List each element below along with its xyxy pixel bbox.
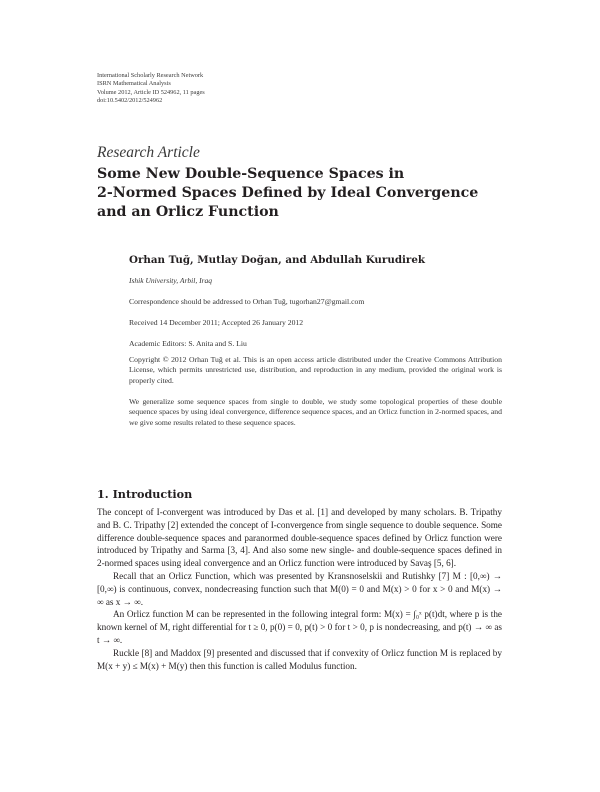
dates: Received 14 December 2011; Accepted 26 January 2012 bbox=[129, 318, 304, 327]
journal-doi[interactable]: doi:10.5402/2012/524962 bbox=[97, 97, 163, 105]
copyright-notice: Copyright © 2012 Orhan Tuğ et al. This is an open access article distributed under the Creative Commons Attribution License, which permits unrestricted use, distribution, and reproduction in any medium, provided the original work is properly cited. bbox=[129, 355, 502, 385]
article-title bbox=[97, 165, 517, 221]
journal-name: International Scholarly Research Network bbox=[97, 72, 204, 79]
paragraph: An Orlicz function M can be represented in the following integral form: M(x) = ∫₀ˣ p(t)dt, where p is the known kernel of M, right differential for t ≥ 0, p(0) = 0, p(t) > 0 for t > 0, p is nondecreasing, and p(t) → ∞ as t → ∞. bbox=[97, 609, 502, 645]
title-line: 2-Normed Spaces Defined by Ideal Convergence bbox=[97, 184, 479, 201]
title-line: and an Orlicz Function bbox=[97, 203, 279, 220]
correspondence: Correspondence should be addressed to Orhan Tuğ, tugorhan27@gmail.com bbox=[129, 297, 365, 306]
section-heading: 1. Introduction bbox=[97, 487, 193, 501]
title-line: Some New Double-Sequence Spaces in bbox=[97, 166, 405, 182]
journal-volume: Volume 2012, Article ID 524962, 11 pages bbox=[97, 88, 205, 96]
authors: Orhan Tuğ, Mutlay Doğan, and Abdullah Kurudirek bbox=[129, 254, 426, 266]
article-type: Research Article bbox=[97, 144, 200, 161]
paragraph: Ruckle [8] and Maddox [9] presented and discussed that if convexity of Orlicz function M is replaced by M(x + y) ≤ M(x) + M(y) then this function is called Modulus function. bbox=[97, 647, 502, 671]
journal-series: ISRN Mathematical Analysis bbox=[97, 80, 171, 88]
journal-info bbox=[97, 72, 205, 106]
paragraph: The concept of I-convergent was introduced by Das et al. [1] and developed by many scholars. B. Tripathy and B. C. Tripathy [2] extended the concept of I-convergence from single sequence to double sequence. Some difference double-sequence spaces and paranormed double-sequence spaces defined by Orlicz function were introduced by Tripathy and Sarma [3, 4]. And also some new single- and double-sequence spaces defined in 2-normed spaces using ideal convergence and an Orlicz function were introduced by Savaş [5, 6]. bbox=[97, 507, 502, 569]
paragraph: Recall that an Orlicz Function, which was presented by Kransnoselskii and Rutishky [7] M : [0,∞) → [0,∞) is continuous, convex, nondecreasing function such that M(0) = 0 and M(x) > 0 for x > 0 and M(x) → ∞ as x → ∞. bbox=[97, 570, 502, 607]
introduction-body bbox=[97, 506, 502, 672]
affiliation: Ishik University, Arbil, Iraq bbox=[129, 276, 212, 285]
abstract: We generalize some sequence spaces from single to double, we study some topological properties of these double sequence spaces by using ideal convergence, difference sequence spaces, and an Orlicz function in 2-normed spaces, and we give some results related to these sequence spaces. bbox=[129, 397, 502, 427]
academic-editors: Academic Editors: S. Anita and S. Liu bbox=[129, 339, 247, 348]
